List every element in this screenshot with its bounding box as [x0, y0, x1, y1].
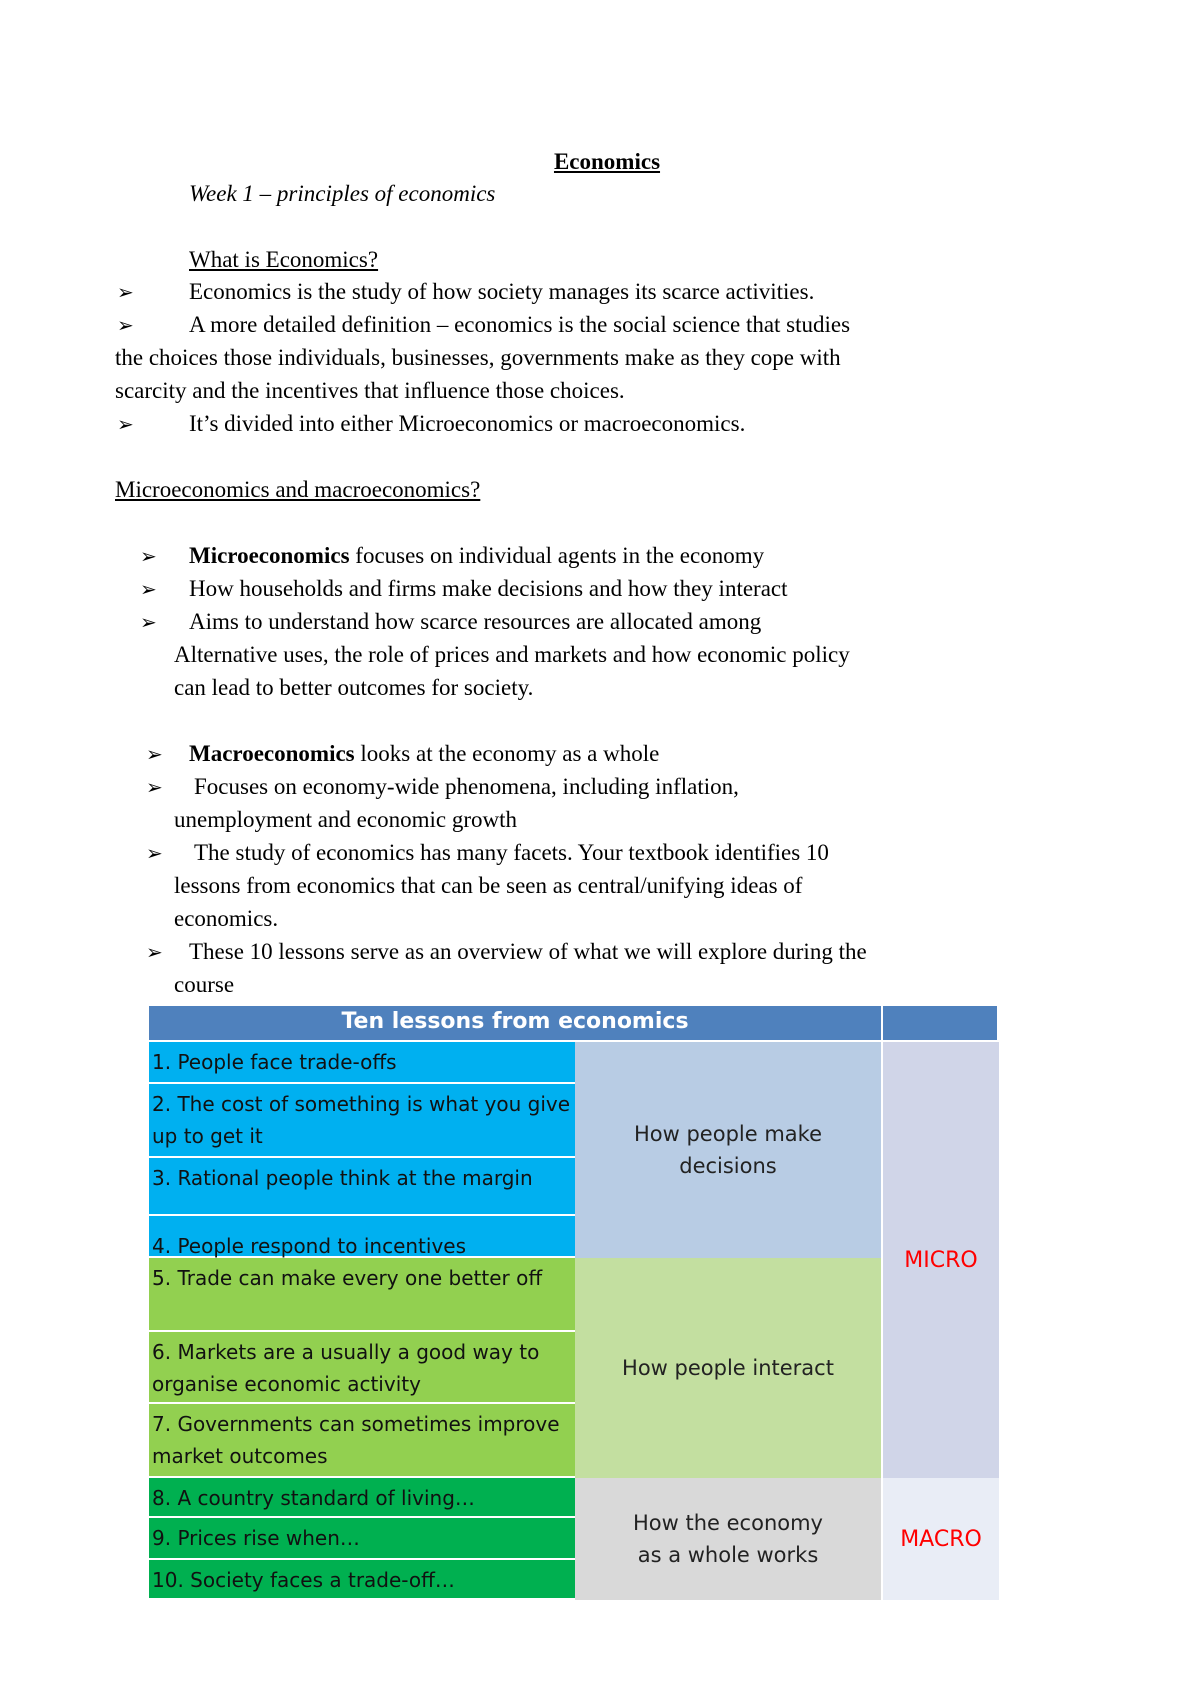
table-header: Ten lessons from economics	[149, 1006, 883, 1040]
bullet-text: These 10 lessons serve as an overview of what we will explore during the	[189, 939, 867, 964]
lesson-row: 9. Prices rise when…	[149, 1518, 575, 1560]
bullet-arrow-icon: ➢	[140, 610, 157, 634]
bullet-text-continued: can lead to better outcomes for society.	[174, 675, 534, 700]
bullet-text-continued: scarcity and the incentives that influence those choices.	[115, 378, 625, 403]
bullet-text-continued: the choices those individuals, businesses, governments make as they cope with	[115, 345, 841, 370]
document-subtitle: Week 1 – principles of economics	[189, 181, 496, 206]
bullet-text-rest: focuses on individual agents in the economy	[349, 543, 765, 568]
document-title: Economics	[553, 149, 661, 174]
bullet-arrow-icon: ➢	[117, 280, 134, 304]
bullet-text-continued: unemployment and economic growth	[174, 807, 518, 832]
bullet-text: A more detailed definition – economics is the social science that studies	[189, 312, 851, 337]
lesson-row: 8. A country standard of living…	[149, 1478, 575, 1518]
bullet-arrow-icon: ➢	[146, 841, 163, 865]
lesson-row: 1. People face trade-offs	[149, 1042, 575, 1084]
bold-term: Macroeconomics	[189, 741, 355, 766]
bullet-text	[189, 540, 764, 572]
bullet-arrow-icon: ➢	[117, 412, 134, 436]
bullet-text: The study of economics has many facets. Your textbook identifies 10	[194, 840, 829, 865]
bullet-text: Economics is the study of how society manages its scarce activities.	[189, 279, 815, 304]
lesson-row: 2. The cost of something is what you give up to get it	[149, 1084, 575, 1158]
bullet-text	[189, 738, 659, 770]
bullet-text: How households and firms make decisions and how they interact	[189, 576, 788, 601]
bullet-text-continued: Alternative uses, the role of prices and markets and how economic policy	[174, 642, 850, 667]
lesson-row: 10. Society faces a trade-off…	[149, 1560, 575, 1600]
bullet-text-continued: lessons from economics that can be seen as central/unifying ideas of	[174, 873, 803, 898]
group-interact: How people interact	[575, 1258, 881, 1478]
bullet-arrow-icon: ➢	[146, 940, 163, 964]
group-economy: How the economy as a whole works	[575, 1478, 881, 1600]
bullet-text: It’s divided into either Microeconomics or macroeconomics.	[189, 411, 746, 436]
lesson-row: 6. Markets are a usually a good way to organise economic activity	[149, 1332, 575, 1404]
lesson-row: 4. People respond to incentives	[149, 1216, 575, 1258]
lesson-row: 5. Trade can make every one better off	[149, 1258, 575, 1332]
scope-macro: MACRO	[883, 1478, 999, 1600]
bullet-text: Focuses on economy-wide phenomena, including inflation,	[194, 774, 739, 799]
scope-micro: MICRO	[883, 1042, 999, 1478]
section-heading-micro-macro: Microeconomics and macroeconomics?	[115, 477, 481, 502]
lesson-row: 7. Governments can sometimes improve market outcomes	[149, 1404, 575, 1478]
bullet-arrow-icon: ➢	[146, 775, 163, 799]
bullet-text-continued: course	[174, 972, 235, 997]
bullet-arrow-icon: ➢	[140, 577, 157, 601]
bullet-arrow-icon: ➢	[140, 544, 157, 568]
bold-term: Microeconomics	[189, 543, 350, 568]
bullet-text-continued: economics.	[174, 906, 279, 931]
table-header-empty	[883, 1006, 999, 1040]
group-decisions: How people make decisions	[575, 1042, 881, 1258]
bullet-arrow-icon: ➢	[146, 742, 163, 766]
lesson-row: 3. Rational people think at the margin	[149, 1158, 575, 1216]
bullet-text-rest: looks at the economy as a whole	[354, 741, 660, 766]
bullet-text: Aims to understand how scarce resources are allocated among	[189, 609, 762, 634]
section-heading-what-is-economics: What is Economics?	[189, 247, 379, 272]
bullet-arrow-icon: ➢	[117, 313, 134, 337]
